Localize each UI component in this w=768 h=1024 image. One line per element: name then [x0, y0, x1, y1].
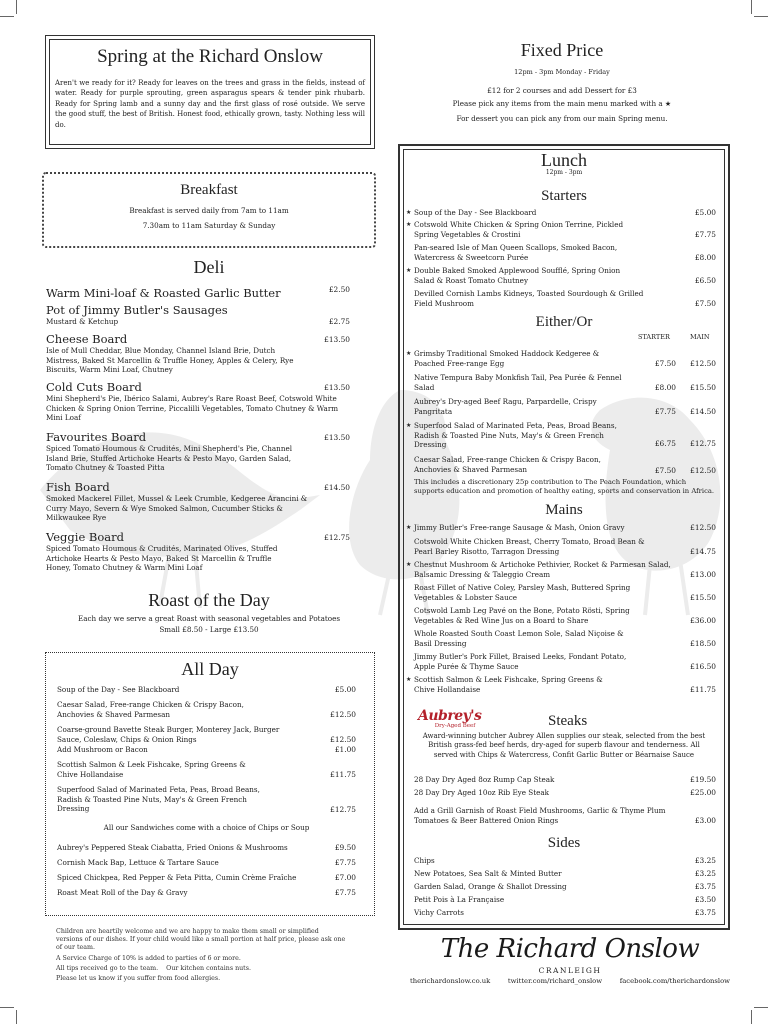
main-price: £16.50: [690, 662, 716, 671]
children-note: Children are heartily welcome and we are happy to make them small or simplified versions of our dishes. If your child would like a small portion at half price, please ask one of our team.: [56, 928, 346, 952]
deli-item-price: £2.50: [328, 285, 350, 294]
either-name: Native Tempura Baby Monkfish Tail, Pea Purée & Fennel Salad: [414, 373, 622, 392]
either-item: [406, 373, 716, 393]
peach-foundation-note: This includes a discretionary 25p contribution to The Peach Foundation, which supports education and promotion of healthy eating, sports and conservation in Africa.: [414, 478, 715, 495]
deli-item-name: Favourites Board: [46, 430, 147, 444]
sandwich-item: [57, 888, 356, 898]
allday-box: [45, 652, 375, 916]
spring-body: Aren't we ready for it? Ready for leaves on the trees and grass in the fields, instead of water. Ready for purple sprouting, green asparagus spears & tender pink rhubarb. Ready for Spring lamb and a sunny day and the first glass of rosé outside. We serve the good stuff, the best of British. Honest food, ethically grown, tasty. Nothing less will do.: [55, 79, 365, 129]
deli-item: [46, 282, 350, 298]
main-item: [406, 606, 716, 626]
either-main-price: £12.75: [690, 439, 716, 448]
star-icon: ★: [406, 221, 412, 228]
sandwich-name: Spiced Chickpea, Red Pepper & Feta Pitta, Cumin Crème Fraîche: [57, 872, 297, 882]
deli-item-desc: Isle of Mull Cheddar, Blue Monday, Channel Island Brie, Dutch Mistress, Baked St Marcellin & Truffle Honey, Apples & Celery, Rye Biscuits, Warm Mini Loaf, Chutney: [46, 346, 294, 374]
breakfast-hours-weekday: Breakfast is served daily from 7am to 11am: [129, 206, 289, 215]
roast-title: Roast of the Day: [148, 590, 270, 610]
mains-list: [406, 523, 716, 695]
allday-item: [57, 745, 356, 755]
starter-name: Double Baked Smoked Applewood Soufflé, Spring Onion Salad & Roast Tomato Chutney: [414, 266, 621, 285]
deli-item-name: Cheese Board: [46, 332, 128, 346]
either-main-price: £15.50: [690, 383, 716, 392]
mains-title: Mains: [545, 502, 583, 518]
aubreys-logo-sub: Dry-Aged Beef: [434, 723, 476, 729]
allday-item-price: £1.00: [334, 745, 356, 754]
either-starter-price: £7.50: [654, 466, 676, 475]
deli-item-desc: Spiced Tomato Houmous & Crudités, Marinated Olives, Stuffed Artichoke Hearts & Pesto Mayo, Baked St Marcellin & Truffle Honey, Tomato Chutney & Warm Mini Loaf: [46, 544, 278, 572]
steak-price: £19.50: [690, 775, 716, 784]
deli-item: [46, 380, 350, 428]
either-name: Grimsby Traditional Smoked Haddock Kedgeree & Poached Free-range Egg: [414, 349, 600, 368]
starter-item: [406, 289, 716, 309]
deli-item: [46, 332, 350, 378]
main-name: Jimmy Butler's Free-range Sausage & Mash, Onion Gravy: [414, 523, 625, 532]
deli-item: [46, 480, 350, 528]
side-price: £3.50: [694, 895, 716, 904]
aubreys-logo: [418, 708, 492, 729]
side-item: [414, 895, 716, 908]
star-icon: ★: [406, 422, 412, 429]
either-starter-price: £7.50: [654, 359, 676, 368]
deli-item-name: Pot of Jimmy Butler's Sausages: [46, 303, 228, 317]
brand-town: CRANLEIGH: [538, 966, 602, 975]
main-price: £12.50: [690, 523, 716, 532]
deli-item-price: £13.50: [324, 383, 350, 392]
aubreys-logo-text: Aubrey's: [418, 708, 482, 724]
allday-item: [57, 700, 356, 720]
deli-item-name: Warm Mini-loaf & Roasted Garlic Butter: [46, 286, 281, 300]
allday-item-name: Scottish Salmon & Leek Fishcake, Spring Greens & Chive Hollandaise: [57, 760, 246, 779]
either-starter-price: £7.75: [654, 407, 676, 416]
sides-list: [414, 856, 716, 921]
twitter-link[interactable]: twitter.com/richard_onslow: [507, 977, 603, 985]
starters-list: [406, 208, 716, 309]
side-name: Vichy Carrots: [414, 908, 464, 917]
allday-item-name: Caesar Salad, Free-range Chicken & Crispy Bacon, Anchovies & Shaved Parmesan: [57, 700, 244, 719]
allday-item-price: £12.50: [330, 735, 356, 744]
main-name: Whole Roasted South Coast Lemon Sole, Salad Niçoise & Basil Dressing: [414, 629, 624, 648]
lunch-title: Lunch: [541, 150, 587, 170]
breakfast-box: [42, 172, 376, 248]
main-price: £13.00: [690, 570, 716, 579]
allday-list: [57, 685, 356, 898]
main-price: £18.50: [690, 639, 716, 648]
crop-mark: [16, 1010, 17, 1024]
allday-item-price: £12.75: [330, 805, 356, 814]
steaks-title: Steaks: [548, 713, 588, 729]
side-item: [414, 869, 716, 882]
deli-item-name: Cold Cuts Board: [46, 380, 142, 394]
deli-item-price: £13.50: [324, 433, 350, 442]
either-main-price: £14.50: [690, 407, 716, 416]
starter-name: Soup of the Day - See Blackboard: [414, 208, 537, 217]
crop-mark: [0, 16, 14, 17]
either-or-list: [406, 349, 716, 496]
sandwich-note: All our Sandwiches come with a choice of Chips or Soup: [103, 823, 310, 832]
starter-item: [406, 220, 716, 240]
fixed-price-hours: 12pm - 3pm Monday - Friday: [514, 68, 610, 76]
allday-item: [57, 760, 356, 780]
steak-name: 28 Day Dry Aged 10oz Rib Eye Steak: [414, 788, 549, 797]
starter-name: Pan-seared Isle of Man Queen Scallops, Smoked Bacon, Watercress & Sweetcorn Purée: [414, 243, 618, 262]
sandwich-item: [57, 843, 356, 853]
main-price: £14.75: [690, 547, 716, 556]
deli-item-desc: Mustard & Ketchup: [46, 317, 119, 326]
garnish-item: [414, 806, 716, 826]
main-name: Jimmy Butler's Pork Fillet, Braised Leeks, Fondant Potato, Apple Purée & Thyme Sauce: [414, 652, 627, 671]
star-icon: ★: [406, 267, 412, 274]
either-item: [406, 349, 716, 369]
starter-price: £5.00: [694, 208, 716, 217]
either-item: [406, 397, 716, 417]
spring-title: Spring at the Richard Onslow: [97, 46, 323, 67]
starter-name: Devilled Cornish Lambs Kidneys, Toasted Sourdough & Grilled Field Mushroom: [414, 289, 644, 308]
side-price: £3.25: [694, 869, 716, 878]
allday-item-name: Coarse-ground Bavette Steak Burger, Monterey Jack, Burger Sauce, Coleslaw, Chips & Onion Rings: [57, 725, 280, 744]
side-name: Petit Pois à La Française: [414, 895, 505, 904]
crop-mark: [751, 0, 752, 14]
sandwich-price: £9.50: [334, 842, 356, 852]
breakfast-title: Breakfast: [180, 182, 238, 198]
steak-item: [414, 775, 716, 786]
either-main-price: £12.50: [690, 359, 716, 368]
deli-item-name: Veggie Board: [46, 530, 125, 544]
main-item: [406, 583, 716, 603]
deli-title: Deli: [193, 257, 225, 277]
either-main-price: £12.50: [690, 466, 716, 475]
main-name: Chestnut Mushroom & Artichoke Pethivier, Rocket & Parmesan Salad, Balsamic Dressing & Taleggio Cream: [414, 560, 671, 579]
side-price: £3.25: [694, 856, 716, 865]
deli-item-price: £12.75: [324, 533, 350, 542]
sides-title: Sides: [547, 835, 581, 851]
breakfast-hours-weekend: 7.30am to 11am Saturday & Sunday: [142, 221, 276, 230]
deli-item-price: £2.75: [328, 317, 350, 326]
garnish-price: £3.00: [694, 816, 716, 825]
starter-item: [406, 243, 716, 263]
main-name: Roast Fillet of Native Coley, Parsley Mash, Buttered Spring Vegetables & Lobster Sauce: [414, 583, 631, 602]
main-price: £36.00: [690, 616, 716, 625]
facebook-link[interactable]: facebook.com/therichardonslow: [619, 977, 730, 985]
allday-item: [57, 725, 356, 745]
richard-onslow-logo: The Richard Onslow: [440, 934, 700, 964]
deli-item-desc: Mini Shepherd's Pie, Ibérico Salami, Aubrey's Rare Roast Beef, Cotswold White Chicken & Spring Onion Terrine, Piccalilli Vegetables, Tomato Chutney & Warm Mini Loaf: [46, 394, 339, 422]
deli-item: [46, 530, 350, 578]
starter-name: Cotswold White Chicken & Spring Onion Terrine, Pickled Spring Vegetables & Crostini: [414, 220, 624, 239]
tips-note: All tips received go to the team. Our kitchen contains nuts.: [56, 964, 251, 972]
steaks-desc: Award-winning butcher Aubrey Allen supplies our steak, selected from the best British grass-fed beef herds, dry-aged for superb flavour and tenderness. All served with Chips & Watercress, Confit Garlic Butter or Béarnaise Sauce: [422, 732, 706, 759]
starter-price: £7.50: [694, 299, 716, 308]
brand-links: [410, 977, 730, 985]
starter-price: £8.00: [694, 253, 716, 262]
main-item: [406, 537, 716, 557]
steak-price: £25.00: [690, 788, 716, 797]
either-name: Caesar Salad, Free-range Chicken & Crispy Bacon, Anchovies & Shaved Parmesan: [414, 455, 601, 474]
spring-intro-box: [45, 35, 375, 149]
side-item: [414, 856, 716, 869]
steak-item: [414, 788, 716, 799]
lunch-hours: 12pm - 3pm: [545, 169, 583, 176]
allday-item-price: £11.75: [330, 770, 356, 779]
main-item: [406, 523, 716, 534]
deli-item: [46, 303, 350, 330]
main-name: Scottish Salmon & Leek Fishcake, Spring Greens & Chive Hollandaise: [414, 675, 603, 694]
side-price: £3.75: [694, 908, 716, 917]
starter-price: £6.50: [694, 276, 716, 285]
allday-item: [57, 685, 356, 696]
side-name: Garden Salad, Orange & Shallot Dressing: [414, 882, 567, 891]
deli-item-price: £14.50: [324, 483, 350, 492]
sandwich-name: Cornish Mack Bap, Lettuce & Tartare Sauce: [57, 857, 219, 867]
main-item: [406, 560, 716, 580]
allday-item-price: £12.50: [330, 710, 356, 719]
garnish-name: Add a Grill Garnish of Roast Field Mushrooms, Garlic & Thyme Plum Tomatoes & Beer Battered Onion Rings: [414, 806, 666, 825]
side-name: New Potatoes, Sea Salt & Minted Butter: [414, 869, 562, 878]
website-link[interactable]: therichardonslow.co.uk: [410, 977, 491, 985]
crop-mark: [751, 1010, 752, 1024]
service-note: A Service Charge of 10% is added to parties of 6 or more.: [56, 954, 241, 962]
steaks-list: [414, 775, 716, 826]
deli-item: [46, 430, 350, 478]
fixed-price-offer: £12 for 2 courses and add Dessert for £3: [487, 86, 637, 95]
sandwich-price: £7.75: [334, 887, 356, 897]
main-name: Cotswold White Chicken Breast, Cherry Tomato, Broad Bean & Pearl Barley Risotto, Tarragon Dressing: [414, 537, 645, 556]
deli-item-desc: Spiced Tomato Houmous & Crudités, Mini Shepherd's Pie, Channel Island Brie, Stuffed Artichoke Hearts & Pesto Mayo, Garden Salad, Tomato Chutney & Toasted Pitta: [46, 444, 292, 472]
main-price: £11.75: [690, 685, 716, 694]
allday-item-price: £5.00: [334, 685, 356, 694]
crop-mark: [0, 1007, 14, 1008]
main-item: [406, 675, 716, 695]
sandwich-item: [57, 858, 356, 868]
starter-price: £7.75: [694, 230, 716, 239]
crop-mark: [16, 0, 17, 14]
fixed-price-note-1: Please pick any items from the main menu marked with a ★: [452, 99, 672, 108]
star-icon: ★: [406, 524, 412, 531]
roast-desc: Each day we serve a great Roast with seasonal vegetables and Potatoes: [77, 614, 341, 623]
allday-title: All Day: [181, 659, 239, 679]
col-starter-header: STARTER: [638, 333, 670, 341]
sandwich-item: [57, 873, 356, 883]
either-starter-price: £6.75: [654, 439, 676, 448]
either-name: Aubrey's Dry-aged Beef Ragu, Parpardelle, Crispy Pangritata: [414, 397, 597, 416]
side-item: [414, 882, 716, 895]
col-main-header: MAIN: [690, 333, 710, 341]
main-item: [406, 652, 716, 672]
either-item: [406, 421, 716, 451]
star-icon: ★: [406, 350, 412, 357]
either-name: Superfood Salad of Marinated Feta, Peas, Broad Beans, Radish & Toasted Pine Nuts, May's & Green French Dressing: [414, 421, 617, 449]
star-icon: ★: [406, 561, 412, 568]
allday-item-name: Superfood Salad of Marinated Feta, Peas, Broad Beans, Radish & Toasted Pine Nuts, May's & Green French Dressing: [57, 785, 260, 813]
deli-item-name: Fish Board: [46, 480, 110, 494]
fixed-price-title: Fixed Price: [520, 40, 604, 60]
roast-price: Small £8.50 - Large £13.50: [159, 625, 259, 634]
deli-list: [46, 282, 350, 578]
allergy-note: Please let us know if you suffer from food allergies.: [56, 975, 221, 983]
allday-item-name: Soup of the Day - See Blackboard: [57, 685, 180, 694]
side-price: £3.75: [694, 882, 716, 891]
side-item: [414, 908, 716, 921]
starter-item: [406, 208, 716, 220]
crop-mark: [754, 16, 768, 17]
allday-item-name: Add Mushroom or Bacon: [57, 745, 148, 754]
steak-name: 28 Day Dry Aged 8oz Rump Cap Steak: [414, 775, 555, 784]
star-icon: ★: [406, 676, 412, 683]
deli-item-desc: Smoked Mackerel Fillet, Mussel & Leek Crumble, Kedgeree Arancini & Curry Mayo, Severn & Wye Smoked Salmon, Cucumber Sticks & Milkwaukee Rye: [46, 494, 308, 522]
allday-item: [57, 785, 356, 815]
main-price: £15.50: [690, 593, 716, 602]
sandwich-price: £7.75: [334, 857, 356, 867]
sandwich-name: Roast Meat Roll of the Day & Gravy: [57, 887, 188, 897]
star-icon: ★: [406, 209, 412, 216]
lunch-box: [398, 144, 730, 930]
side-name: Chips: [414, 856, 435, 865]
sandwich-price: £7.00: [334, 872, 356, 882]
deli-item-price: £13.50: [324, 335, 350, 344]
starters-title: Starters: [541, 188, 587, 204]
either-starter-price: £8.00: [654, 383, 676, 392]
main-name: Cotswold Lamb Leg Pavé on the Bone, Potato Rösti, Spring Vegetables & Red Wine Jus on a Board to Share: [414, 606, 630, 625]
crop-mark: [754, 1007, 768, 1008]
main-item: [406, 629, 716, 649]
footnotes: [56, 928, 346, 983]
either-or-title: Either/Or: [535, 314, 593, 330]
fixed-price-note-2: For dessert you can pick any from our main Spring menu.: [456, 114, 668, 123]
starter-item: [406, 266, 716, 286]
sandwich-name: Aubrey's Peppered Steak Ciabatta, Fried Onions & Mushrooms: [57, 842, 288, 852]
either-item: [406, 455, 716, 475]
